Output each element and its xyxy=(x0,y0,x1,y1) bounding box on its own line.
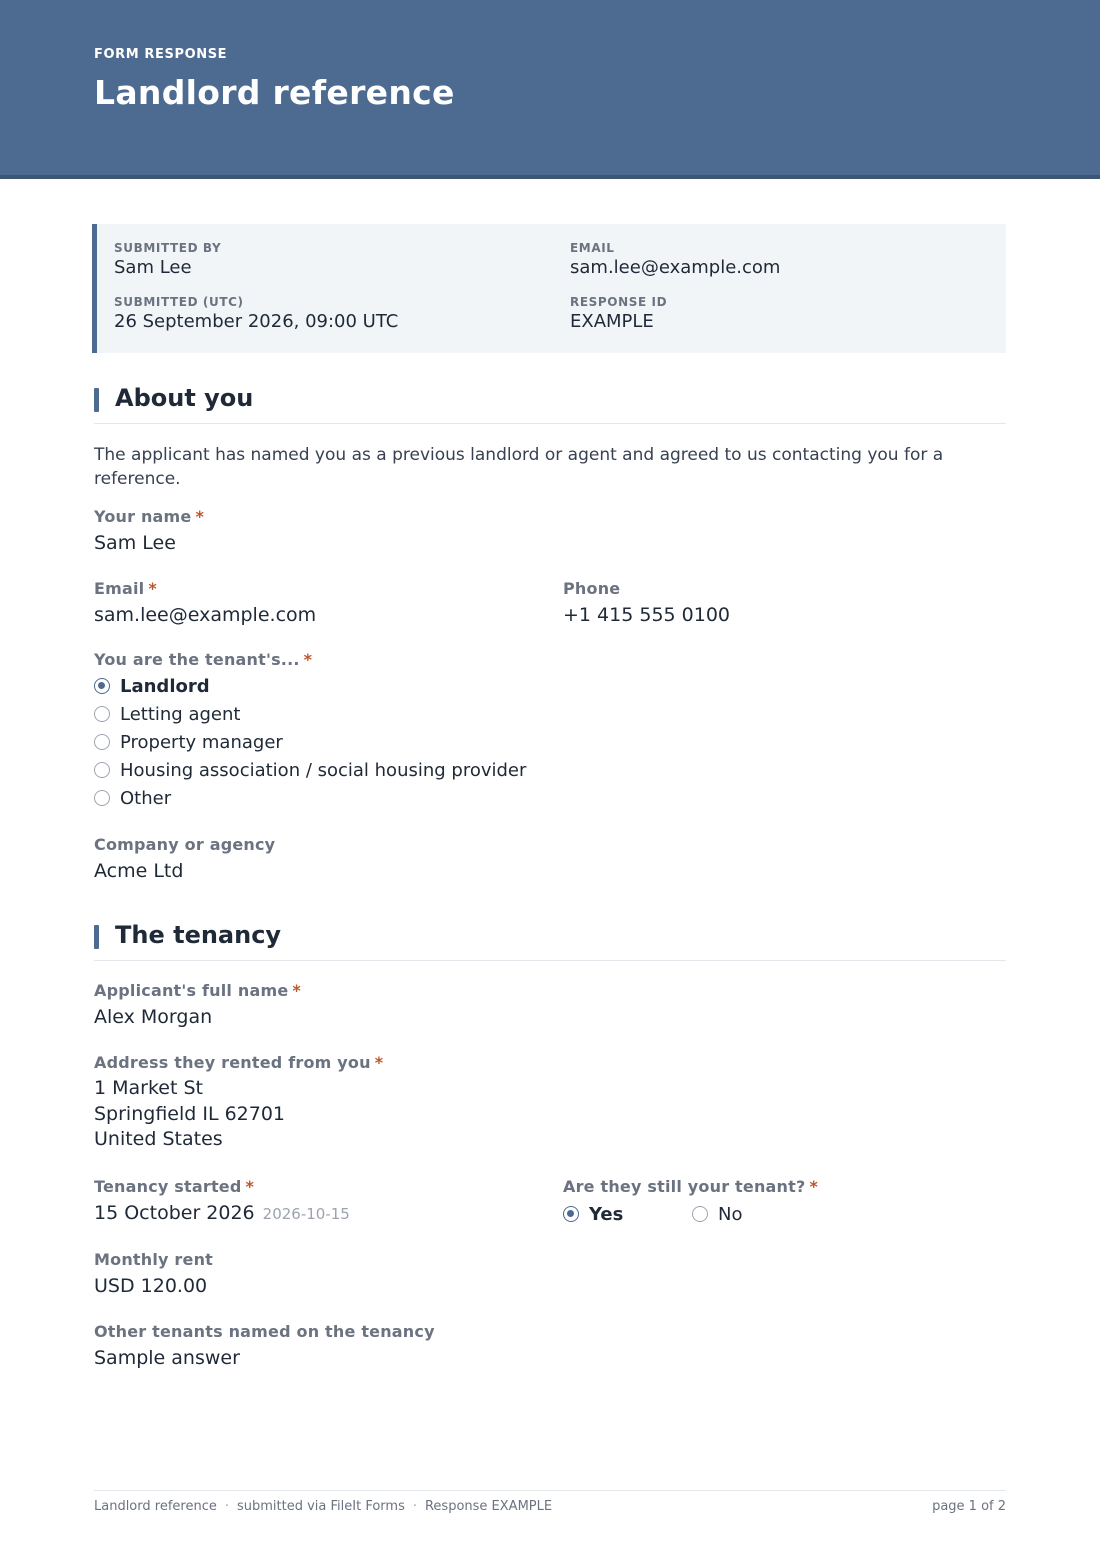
required-marker: * xyxy=(809,1177,819,1196)
form-header xyxy=(0,0,1100,179)
footer-response: Response EXAMPLE xyxy=(424,1499,553,1514)
required-marker: * xyxy=(195,507,205,526)
required-marker: * xyxy=(148,579,157,598)
meta-submitted-by xyxy=(114,241,221,278)
radio-empty-icon xyxy=(94,706,110,722)
radio-option-letting-agent: Letting agent xyxy=(94,700,526,728)
footer-via: submitted via FileIt Forms xyxy=(236,1499,405,1514)
section-intro: The applicant has named you as a previous landlord or agent and agreed to us contacting you for a reference. xyxy=(94,445,944,489)
field-label: Phone xyxy=(563,579,621,598)
field-label: Tenancy started * xyxy=(94,1177,255,1196)
footer-form-name: Landlord reference xyxy=(94,1499,217,1514)
field-phone xyxy=(563,579,730,626)
address-line: Springfield IL 62701 xyxy=(94,1102,286,1125)
field-still-tenant xyxy=(563,1177,821,1228)
header-eyebrow: FORM RESPONSE xyxy=(94,47,228,62)
section-accent-bar xyxy=(94,925,99,949)
section-heading-tenancy xyxy=(94,923,1006,961)
field-your-name xyxy=(94,507,204,554)
radio-group-role xyxy=(94,672,526,812)
field-value: Sample answer xyxy=(94,1347,240,1369)
field-value: 15 October 2026 2026-10-15 xyxy=(94,1202,350,1224)
field-other-tenants xyxy=(94,1322,435,1369)
meta-value: EXAMPLE xyxy=(570,311,654,332)
section-title: About you xyxy=(115,384,254,412)
field-label: You are the tenant's... * xyxy=(94,650,313,669)
footer-separator: · xyxy=(224,1499,229,1514)
meta-value: 26 September 2026, 09:00 UTC xyxy=(114,311,399,332)
section-title: The tenancy xyxy=(115,921,282,949)
field-applicant-name xyxy=(94,981,301,1028)
radio-empty-icon xyxy=(94,790,110,806)
field-value: Acme Ltd xyxy=(94,860,184,882)
radio-selected-icon xyxy=(94,678,110,694)
meta-response-id xyxy=(570,295,667,332)
radio-empty-icon xyxy=(692,1206,708,1222)
page-number: page 1 of 2 xyxy=(932,1499,1006,1514)
iso-date: 2026-10-15 xyxy=(262,1205,350,1223)
radio-option-no: No xyxy=(692,1200,821,1228)
meta-label: RESPONSE ID xyxy=(570,295,668,309)
field-value: +1 415 555 0100 xyxy=(563,604,731,626)
meta-submitted-utc xyxy=(114,295,398,332)
address-value xyxy=(94,1076,383,1153)
radio-option-other: Other xyxy=(94,784,526,812)
page-footer xyxy=(94,1490,1006,1514)
required-marker: * xyxy=(303,650,313,669)
field-company xyxy=(94,835,275,882)
field-label: Monthly rent xyxy=(94,1250,214,1269)
required-marker: * xyxy=(292,981,301,1000)
page-title: Landlord reference xyxy=(94,73,455,112)
address-line: 1 Market St xyxy=(94,1077,203,1099)
radio-group-still-tenant xyxy=(563,1200,821,1228)
field-label: Are they still your tenant? * xyxy=(563,1177,819,1196)
meta-label: EMAIL xyxy=(570,241,615,255)
field-label: Email * xyxy=(94,579,157,598)
field-value: sam.lee@example.com xyxy=(94,604,317,626)
field-address xyxy=(94,1053,383,1153)
meta-label: SUBMITTED (UTC) xyxy=(114,295,244,309)
radio-empty-icon xyxy=(94,762,110,778)
field-label: Applicant's full name * xyxy=(94,981,301,1000)
field-email xyxy=(94,579,316,626)
field-label: Company or agency xyxy=(94,835,276,854)
field-label: Other tenants named on the tenancy xyxy=(94,1322,435,1341)
required-marker: * xyxy=(374,1053,384,1072)
meta-value: Sam Lee xyxy=(114,257,192,278)
radio-option-housing-association: Housing association / social housing provider xyxy=(94,756,526,784)
required-marker: * xyxy=(245,1177,255,1196)
field-monthly-rent xyxy=(94,1250,213,1297)
meta-value: sam.lee@example.com xyxy=(570,257,781,278)
section-heading-about-you xyxy=(94,386,1006,424)
section-accent-bar xyxy=(94,388,99,412)
footer-separator: · xyxy=(412,1499,417,1514)
field-label: Address they rented from you * xyxy=(94,1053,384,1072)
footer-info xyxy=(94,1499,552,1514)
radio-selected-icon xyxy=(563,1206,579,1222)
field-tenancy-started xyxy=(94,1177,350,1224)
radio-empty-icon xyxy=(94,734,110,750)
meta-email xyxy=(570,241,780,278)
address-line: United States xyxy=(94,1128,223,1150)
field-value: Sam Lee xyxy=(94,532,176,554)
submission-meta-panel xyxy=(92,224,1006,353)
radio-option-yes: Yes xyxy=(563,1200,692,1228)
radio-option-landlord: Landlord xyxy=(94,672,526,700)
radio-option-property-manager: Property manager xyxy=(94,728,526,756)
meta-label: SUBMITTED BY xyxy=(114,241,222,255)
field-tenant-role xyxy=(94,650,526,812)
field-value: USD 120.00 xyxy=(94,1275,208,1297)
field-value: Alex Morgan xyxy=(94,1006,213,1028)
field-label: Your name * xyxy=(94,507,205,526)
